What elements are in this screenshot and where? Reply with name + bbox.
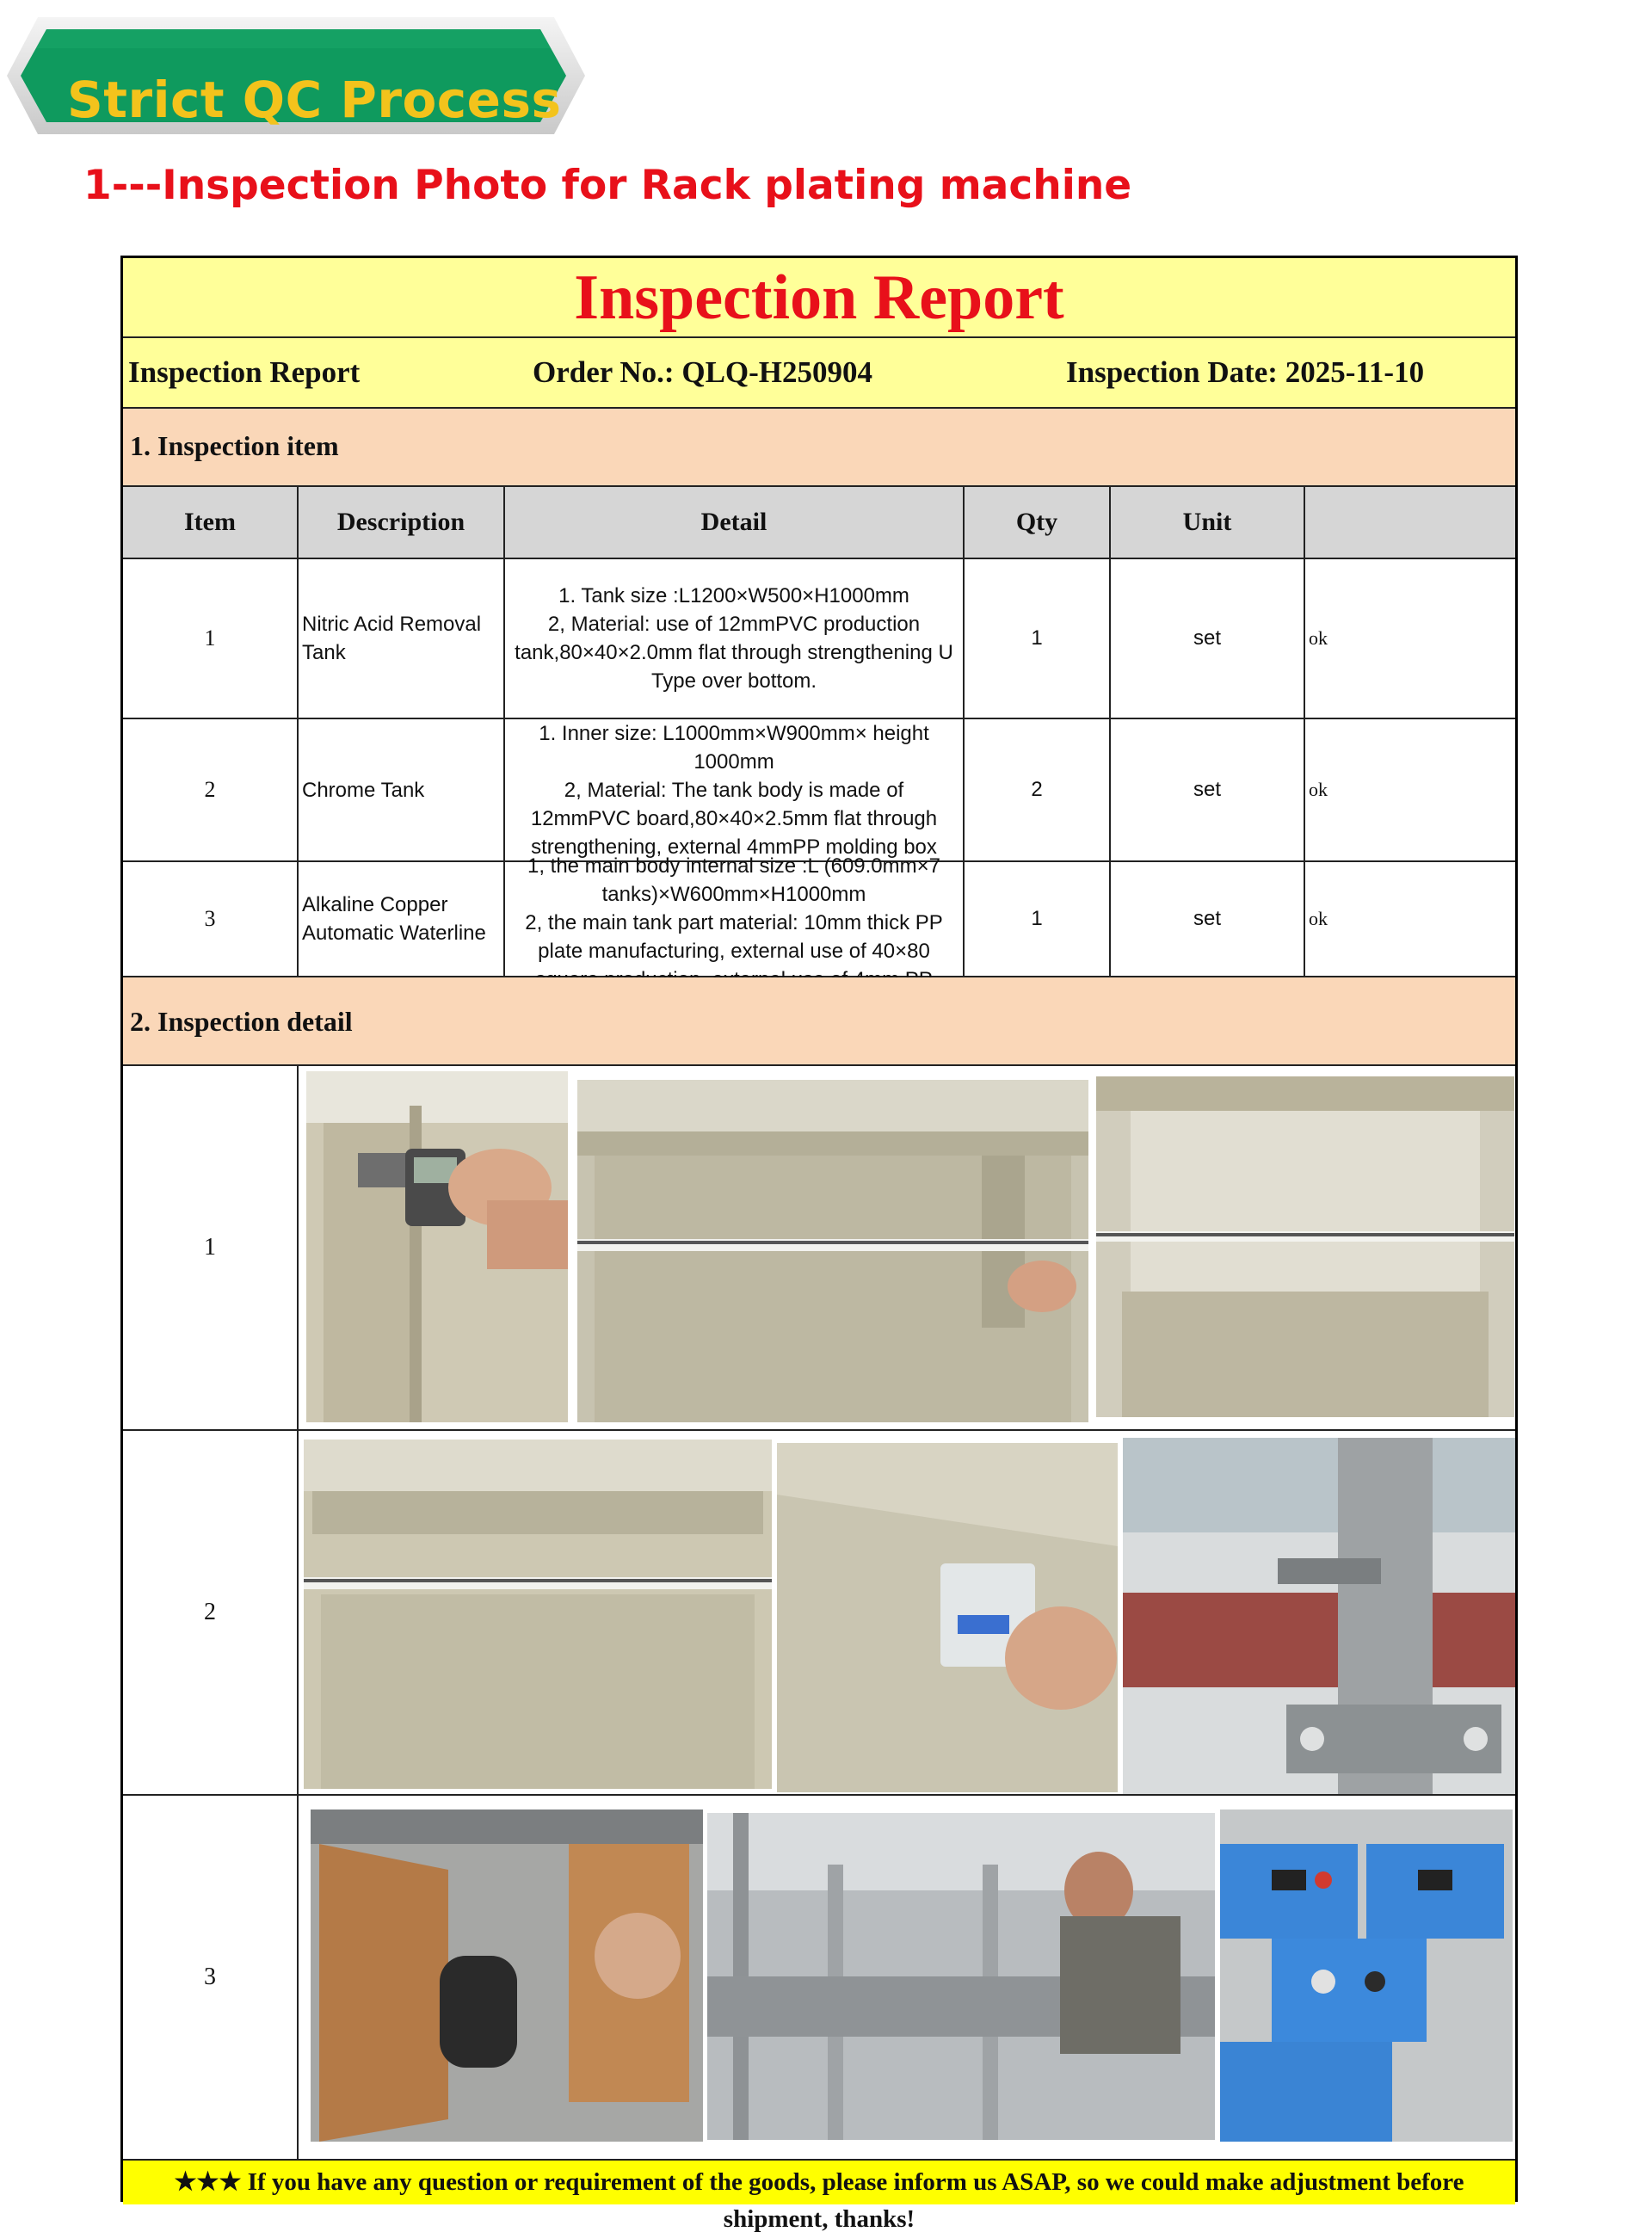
item-detail-line: 1. Tank size :L1200×W500×H1000mm [558,584,909,607]
report-title-row [123,258,1515,338]
copper-coil-chiller-unit-photo [311,1810,703,2142]
section-inspection-detail [123,977,1515,1066]
item-description: Chrome Tank [299,719,505,860]
item-detail-line: 2, the main tank part material: 10mm thick PP plate manufacturing, external use of 40×80 [525,911,943,963]
tape-measure-tank-interior-photo [577,1080,1088,1422]
photo-row-number: 2 [123,1431,299,1794]
item-detail [505,854,965,976]
item-detail-line: 2, Material: use of 12mmPVC production tank,80×40×2.0mm flat through strengthening U Type over bottom. [515,613,953,693]
report-title: Inspection Report [574,262,1064,333]
photo-row-3 [123,1796,1515,2161]
item-qty: 1 [965,862,1111,976]
item-unit: set [1111,719,1305,860]
item-detail-line: 2, Material: The tank body is made of 12mmPVC board,80×40×2.5mm flat through strengthening, external 4mmPP molding box [530,778,938,859]
item-detail [505,719,965,860]
banner-title: Strict QC Process [67,71,562,129]
column-header-description: Description [299,487,505,558]
photo-row-2 [123,1431,1515,1796]
item-detail [505,559,965,718]
item-qty: 1 [965,559,1111,718]
tape-measure-tank-top-photo [304,1440,772,1789]
report-footer [123,2161,1515,2233]
item-status: ok [1309,908,1328,929]
item-status: ok [1309,779,1328,800]
tape-measure-tank-wide-photo [1096,1076,1514,1417]
column-header-unit: Unit [1111,487,1305,558]
section-title: 2. Inspection detail [130,1006,353,1037]
photo-row-number: 3 [123,1796,299,2159]
item-unit: set [1111,862,1305,976]
item-number: 1 [123,559,299,718]
item-number: 2 [123,719,299,860]
item-detail-line: 1, the main body internal size :L (609.0mm×7 tanks)×W600mm×H1000mm [527,854,941,906]
column-header-extra [1305,487,1515,558]
blue-control-boxes-photo [1220,1810,1513,2142]
qc-process-banner [7,17,585,146]
table-row [123,719,1515,862]
column-header-qty: Qty [965,487,1111,558]
item-description: Nitric Acid Removal Tank [299,559,505,718]
report-info-row [123,338,1515,409]
hand-holding-label-bag-photo [777,1443,1118,1792]
inspection-date: Inspection Date: 2025-11-10 [1066,355,1425,389]
item-status: ok [1309,627,1328,649]
caliper-measuring-tank-wall-photo [306,1071,568,1422]
item-detail-line: 1. Inner size: L1000mm×W900mm× height 1000mm [539,721,929,774]
item-unit: set [1111,559,1305,718]
item-qty: 2 [965,719,1111,860]
page-subtitle: 1---Inspection Photo for Rack plating machine [83,162,1132,209]
info-label: Inspection Report [128,355,361,389]
photo-row-1 [123,1066,1515,1431]
column-header-detail: Detail [505,487,965,558]
steel-frame-bracket-photo [1123,1438,1515,1794]
worker-checking-steel-frame-photo [707,1813,1215,2140]
section-title: 1. Inspection item [130,430,339,461]
inspection-report [120,256,1518,2233]
item-description: Alkaline Copper Automatic Waterline [299,862,505,976]
order-number: Order No.: QLQ-H250904 [533,355,873,389]
item-number: 3 [123,862,299,976]
photo-row-number: 1 [123,1066,299,1429]
section-inspection-item [123,409,1515,487]
table-row [123,854,1515,977]
table-header-row [123,487,1515,559]
footer-note: ★★★ If you have any question or requirement of the goods, please inform us ASAP, so we could make adjustment before shipment, thanks! [174,2168,1464,2233]
table-row [123,559,1515,719]
column-header-item: Item [123,487,299,558]
